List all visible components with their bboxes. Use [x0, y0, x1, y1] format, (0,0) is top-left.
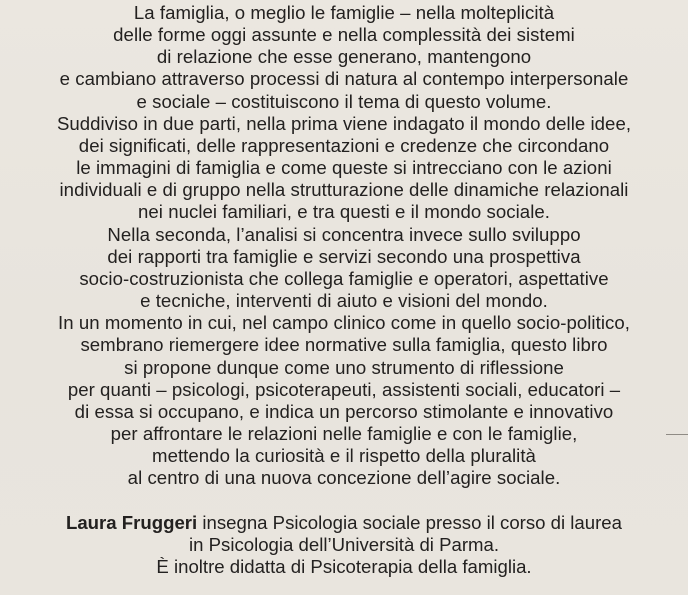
book-description: [0, 2, 688, 489]
description-line: di essa si occupano, e indica un percorso stimolante e innovativo: [74, 400, 614, 422]
description-line: e tecniche, interventi di aiuto e visioni del mondo.: [140, 290, 548, 312]
description-line: dei significati, delle rappresentazioni e credenze che circondano: [78, 134, 610, 156]
description-line: le immagini di famiglia e come queste si intrecciano con le azioni: [76, 157, 612, 179]
description-line: Suddiviso in due parti, nella prima viene indagato il mondo delle idee,: [56, 112, 632, 134]
description-line: al centro di una nuova concezione dell’agire sociale.: [127, 467, 561, 489]
edge-rule: [666, 434, 688, 435]
description-line: delle forme oggi assunte e nella complessità dei sistemi: [113, 24, 575, 46]
description-line: individuali e di gruppo nella strutturazione delle dinamiche relazionali: [59, 179, 629, 201]
description-line: mettendo la curiosità e il rispetto della pluralità: [152, 445, 536, 467]
description-line: nei nuclei familiari, e tra questi e il mondo sociale.: [138, 201, 550, 223]
description-line: La famiglia, o meglio le famiglie – nella molteplicità: [133, 2, 555, 23]
bio-line: [0, 512, 688, 534]
description-line: sembrano riemergere idee normative sulla famiglia, questo libro: [80, 334, 608, 356]
description-line: per quanti – psicologi, psicoterapeuti, assistenti sociali, educatori –: [67, 378, 621, 400]
description-line: di relazione che esse generano, mantengono: [156, 46, 532, 68]
description-line: per affrontare le relazioni nelle famiglie e con le famiglie,: [110, 422, 578, 444]
bio-text: insegna Psicologia sociale presso il corso di laurea: [197, 512, 622, 533]
description-line: In un momento in cui, nel campo clinico come in quello socio-politico,: [58, 312, 630, 334]
author-name: Laura Fruggeri: [65, 512, 198, 533]
description-line: dei rapporti tra famiglie e servizi secondo una prospettiva: [107, 245, 581, 267]
bio-line: È inoltre didatta di Psicoterapia della famiglia.: [156, 556, 532, 578]
description-line: socio-costruzionista che collega famiglie e operatori, aspettative: [79, 267, 609, 289]
bio-line: in Psicologia dell’Università di Parma.: [188, 534, 500, 556]
description-line: e cambiano attraverso processi di natura al contempo interpersonale: [59, 68, 629, 90]
description-line: si propone dunque come uno strumento di riflessione: [124, 356, 564, 378]
description-line: Nella seconda, l’analisi si concentra invece sullo sviluppo: [107, 223, 581, 245]
description-line: e sociale – costituiscono il tema di questo volume.: [136, 90, 552, 112]
author-bio: [0, 512, 688, 578]
